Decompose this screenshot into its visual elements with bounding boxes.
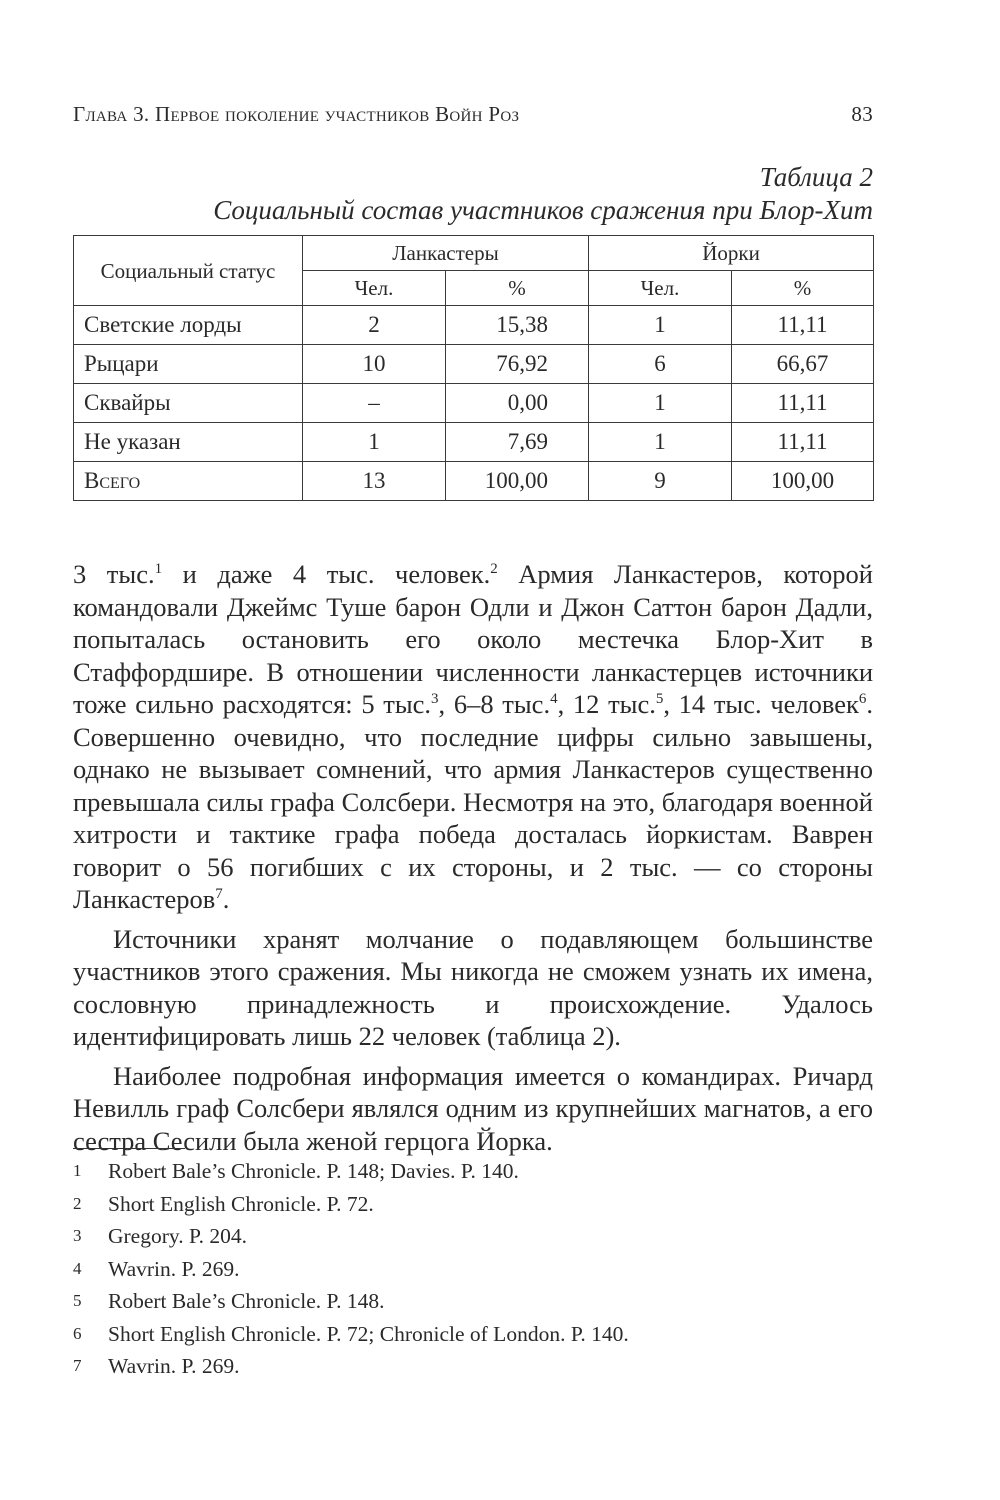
york-pct-cell: 11,11 — [732, 306, 874, 345]
footnote-ref: 2 — [490, 561, 498, 578]
footnote-number: 2 — [73, 1193, 82, 1213]
footnote-text: Short English Chronicle. P. 72. — [108, 1191, 374, 1216]
footnote-text: Robert Bale’s Chronicle. P. 148; Davies. P. 140. — [108, 1159, 519, 1183]
footnote-number: 5 — [73, 1291, 82, 1310]
footnote — [73, 1224, 873, 1257]
lancaster-count-cell: – — [303, 384, 446, 423]
footnote-ref: 1 — [154, 561, 163, 578]
york-count-cell: 9 — [589, 462, 732, 501]
footnote — [73, 1289, 873, 1322]
footnote-text: Robert Bale’s Chronicle. P. 148. — [108, 1289, 385, 1313]
york-pct-cell: 100,00 — [732, 462, 874, 501]
footnote-number: 3 — [73, 1226, 82, 1245]
table-header-row — [74, 236, 874, 271]
lancaster-pct-cell: 0,00 — [446, 384, 589, 423]
table-row — [74, 306, 874, 345]
york-pct-header: % — [732, 271, 874, 306]
table-row — [74, 423, 874, 462]
footnote-ref: 4 — [550, 691, 558, 708]
footnote-number: 6 — [73, 1323, 82, 1343]
paragraph: Источники хранят молчание о подавляющем большинстве участников этого сражения. Мы никогда не сможем узнать их имена, сословную принадлежность и происхождение. Удалось идентифицировать лишь 22 человек (таблица 2). — [73, 923, 873, 1051]
footnote — [73, 1322, 873, 1355]
york-count-cell: 1 — [589, 423, 732, 462]
footnote-ref: 5 — [655, 691, 664, 708]
table-title: Социальный состав участников сражения при Блор-Хит — [213, 195, 873, 225]
york-count-cell: 1 — [589, 306, 732, 345]
lancaster-count-cell: 1 — [303, 423, 446, 462]
york-pct-cell: 11,11 — [732, 384, 874, 423]
status-cell: Светские лорды — [74, 306, 303, 345]
running-head — [73, 102, 873, 130]
lancaster-count-cell: 10 — [303, 345, 446, 384]
york-pct-cell: 11,11 — [732, 423, 874, 462]
footnote-text: Gregory. P. 204. — [108, 1224, 247, 1248]
status-cell: Сквайры — [74, 384, 303, 423]
paragraph: 3 тыс.$^1$ и даже 4 тыс. человек.$^2$ Армия Ланкастеров, которой командовали Джеймс Туше барон Одли и Джон Саттон барон Дадли, попыталась остановить его около местечка Блор-Хит в Стаффордшире. В отношении численности ланкастерцев источники тоже сильно расходятся: 5 тыс.$^3$, 6–8 тыс.$^4$, 12 тыс.$^5$, 14 тыс. человек$^6$. Совершенно очевидно, что последние цифры сильно завышены, однако не вызывает сомнений, что армия Ланкастеров существенно превышала силы графа Солсбери. Несмотря на это, благодаря военной хитрости и тактике графа победа досталась йоркистам. Ваврен говорит о 56 погибших с их стороны, и 2 тыс. — со стороны Ланкастеров$^7$. — [73, 559, 873, 914]
footnote — [73, 1354, 873, 1387]
footnote-ref: 7 — [215, 886, 223, 903]
york-column-header: Йорки — [589, 236, 874, 271]
status-cell: Не указан — [74, 423, 303, 462]
page-number: 83 — [851, 102, 873, 126]
york-pct-cell: 66,67 — [732, 345, 874, 384]
lancaster-pct-cell: 15,38 — [446, 306, 589, 345]
footnote-number: 7 — [73, 1356, 82, 1375]
york-count-cell: 1 — [589, 384, 732, 423]
footnote-text: Wavrin. P. 269. — [108, 1256, 240, 1281]
lancaster-pct-cell: 100,00 — [446, 462, 589, 501]
table-row — [74, 345, 874, 384]
footnote-ref: 6 — [858, 691, 867, 708]
footnote — [73, 1192, 873, 1225]
running-title: Глава 3. Первое поколение участников Войн Роз — [73, 102, 520, 126]
lancaster-count-header: Чел. — [303, 271, 446, 306]
lancaster-column-header: Ланкастеры — [303, 236, 589, 271]
footnote-ref: 3 — [431, 691, 439, 708]
lancaster-pct-cell: 76,92 — [446, 345, 589, 384]
lancaster-count-cell: 13 — [303, 462, 446, 501]
footnote-text: Short English Chronicle. P. 72; Chronicle of London. P. 140. — [108, 1321, 629, 1346]
footnotes — [73, 1159, 873, 1387]
paragraph: Наиболее подробная информация имеется о командирах. Ричард Невилль граф Солсбери являлся одним из крупнейших магнатов, а его сестра Сесили была женой герцога Йорка. — [73, 1060, 873, 1156]
status-column-header: Социальный статус — [74, 236, 303, 306]
status-cell: Всего — [74, 462, 303, 501]
footnote-number: 4 — [73, 1258, 82, 1278]
footnote-text: Wavrin. P. 269. — [108, 1354, 240, 1378]
lancaster-count-cell: 2 — [303, 306, 446, 345]
footnote — [73, 1159, 873, 1192]
york-count-cell: 6 — [589, 345, 732, 384]
table-row — [74, 384, 874, 423]
lancaster-pct-header: % — [446, 271, 589, 306]
lancaster-pct-cell: 7,69 — [446, 423, 589, 462]
footnote — [73, 1257, 873, 1290]
footnote-number: 1 — [73, 1161, 82, 1180]
body-text — [73, 558, 873, 1157]
status-cell: Рыцари — [74, 345, 303, 384]
york-count-header: Чел. — [589, 271, 732, 306]
table-total-row — [74, 462, 874, 501]
table-label: Таблица 2 — [759, 162, 873, 192]
footnote-divider — [73, 1148, 185, 1149]
composition-table — [73, 235, 874, 501]
